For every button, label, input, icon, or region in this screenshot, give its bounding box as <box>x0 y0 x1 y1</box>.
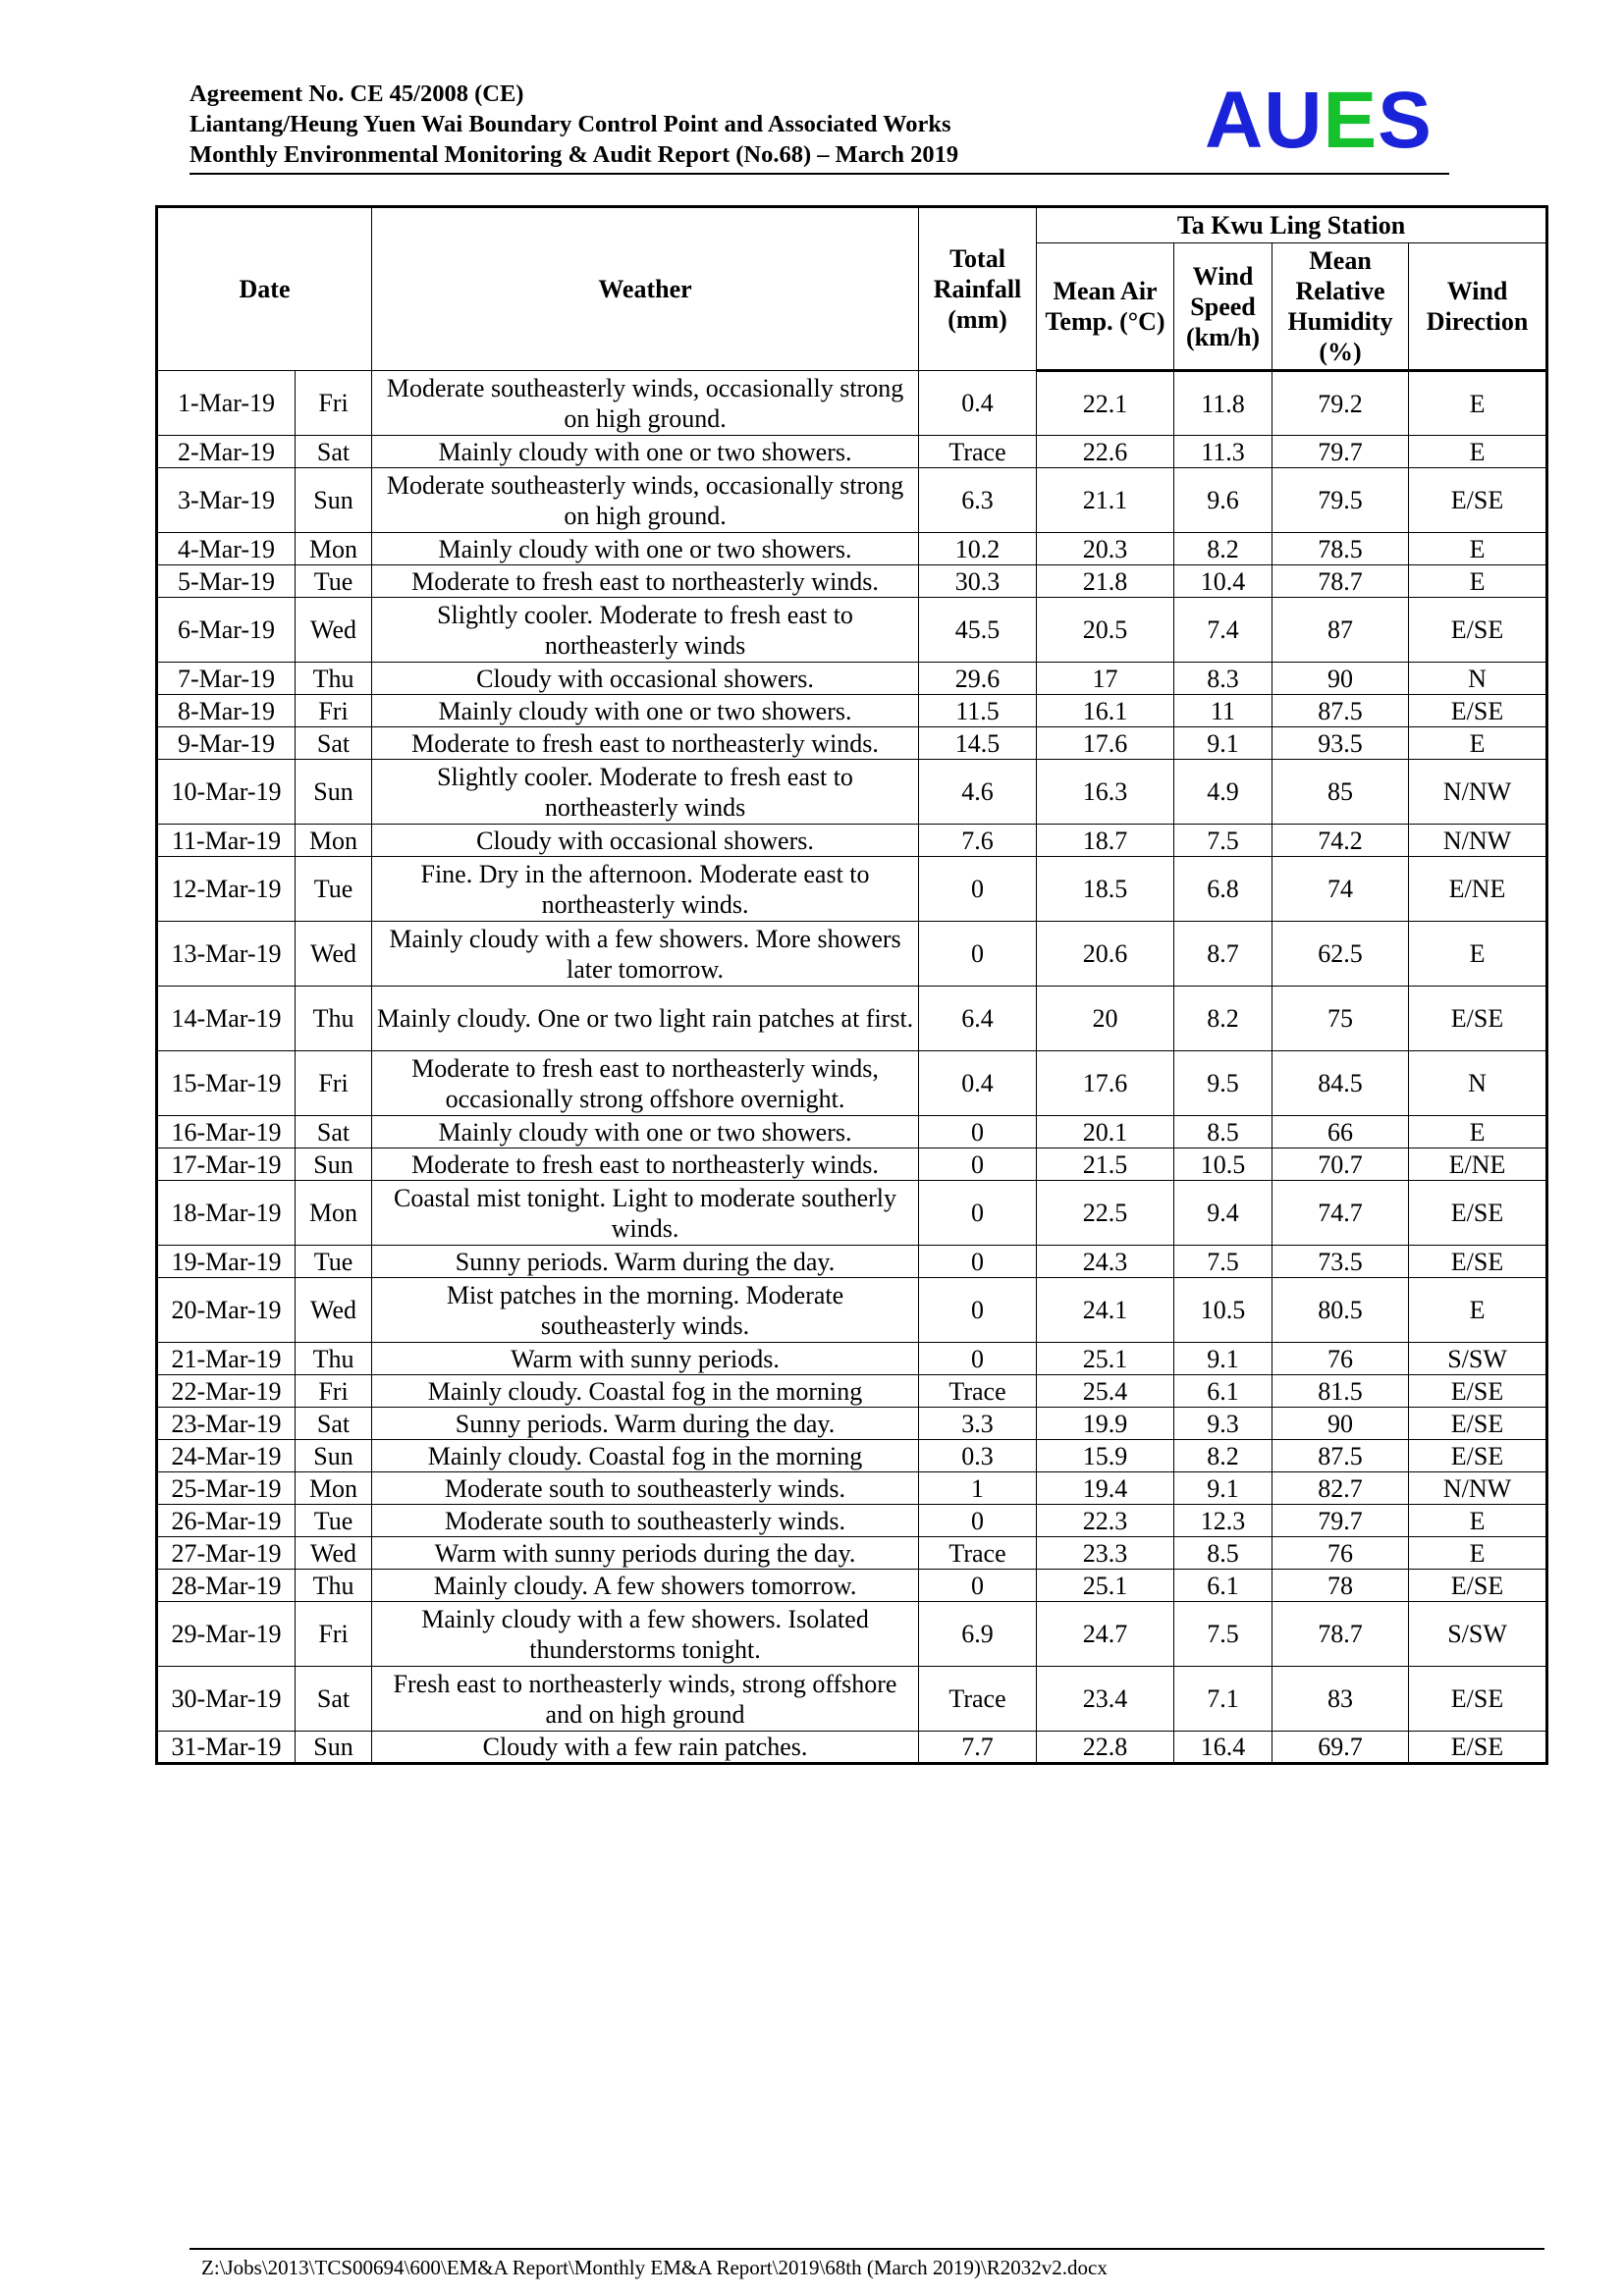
wind-direction-cell: E <box>1409 1116 1547 1148</box>
wind-direction-cell: E/SE <box>1409 1667 1547 1732</box>
day-cell: Wed <box>296 922 372 987</box>
day-cell: Fri <box>296 695 372 727</box>
day-cell: Thu <box>296 663 372 695</box>
rainfall-cell: 0 <box>919 1116 1037 1148</box>
table-row <box>157 760 1547 825</box>
date-cell: 2-Mar-19 <box>157 436 296 468</box>
wind-speed-cell: 11 <box>1174 695 1272 727</box>
weather-cell: Moderate to fresh east to northeasterly winds. <box>372 727 919 760</box>
date-cell: 20-Mar-19 <box>157 1278 296 1343</box>
humidity-cell: 79.5 <box>1272 468 1409 533</box>
humidity-cell: 85 <box>1272 760 1409 825</box>
humidity-cell: 84.5 <box>1272 1051 1409 1116</box>
wind-speed-cell: 6.8 <box>1174 857 1272 922</box>
weather-cell: Fresh east to northeasterly winds, strong offshore and on high ground <box>372 1667 919 1732</box>
temp-cell: 15.9 <box>1037 1440 1174 1472</box>
rainfall-cell: 10.2 <box>919 533 1037 565</box>
day-cell: Mon <box>296 825 372 857</box>
day-cell: Sun <box>296 1440 372 1472</box>
date-cell: 21-Mar-19 <box>157 1343 296 1375</box>
temp-cell: 24.7 <box>1037 1602 1174 1667</box>
humidity-cell: 82.7 <box>1272 1472 1409 1505</box>
weather-cell: Mainly cloudy. One or two light rain patches at first. <box>372 987 919 1051</box>
wind-direction-cell: E/NE <box>1409 857 1547 922</box>
table-row <box>157 1667 1547 1732</box>
table-row <box>157 565 1547 598</box>
temp-cell: 20.1 <box>1037 1116 1174 1148</box>
wind-speed-cell: 9.6 <box>1174 468 1272 533</box>
table-row <box>157 1602 1547 1667</box>
rainfall-cell: 0 <box>919 1278 1037 1343</box>
wind-direction-cell: E <box>1409 1278 1547 1343</box>
table-row <box>157 1148 1547 1181</box>
date-cell: 12-Mar-19 <box>157 857 296 922</box>
day-cell: Sun <box>296 760 372 825</box>
header-date: Date <box>157 207 372 371</box>
table-row <box>157 695 1547 727</box>
rainfall-cell: 14.5 <box>919 727 1037 760</box>
rainfall-cell: 0 <box>919 1181 1037 1246</box>
date-cell: 18-Mar-19 <box>157 1181 296 1246</box>
header-weather: Weather <box>372 207 919 371</box>
table-row <box>157 533 1547 565</box>
weather-cell: Mainly cloudy with one or two showers. <box>372 436 919 468</box>
weather-cell: Mainly cloudy. Coastal fog in the morning <box>372 1440 919 1472</box>
day-cell: Mon <box>296 1181 372 1246</box>
temp-cell: 21.8 <box>1037 565 1174 598</box>
date-cell: 31-Mar-19 <box>157 1732 296 1764</box>
wind-direction-cell: E/SE <box>1409 598 1547 663</box>
wind-direction-cell: N/NW <box>1409 825 1547 857</box>
wind-speed-cell: 9.4 <box>1174 1181 1272 1246</box>
wind-direction-cell: S/SW <box>1409 1602 1547 1667</box>
day-cell: Tue <box>296 857 372 922</box>
weather-cell: Cloudy with a few rain patches. <box>372 1732 919 1764</box>
wind-direction-cell: E <box>1409 436 1547 468</box>
temp-cell: 24.1 <box>1037 1278 1174 1343</box>
temp-cell: 17 <box>1037 663 1174 695</box>
weather-cell: Moderate south to southeasterly winds. <box>372 1505 919 1537</box>
rainfall-cell: 0.4 <box>919 1051 1037 1116</box>
table-row <box>157 1116 1547 1148</box>
date-cell: 5-Mar-19 <box>157 565 296 598</box>
day-cell: Sat <box>296 1408 372 1440</box>
table-row <box>157 1440 1547 1472</box>
day-cell: Wed <box>296 1278 372 1343</box>
header-divider <box>189 173 1449 175</box>
humidity-cell: 80.5 <box>1272 1278 1409 1343</box>
wind-direction-cell: E/SE <box>1409 1246 1547 1278</box>
table-row <box>157 857 1547 922</box>
day-cell: Fri <box>296 1051 372 1116</box>
aues-logo: AUES <box>1205 76 1433 165</box>
wind-speed-cell: 9.5 <box>1174 1051 1272 1116</box>
weather-cell: Sunny periods. Warm during the day. <box>372 1246 919 1278</box>
day-cell: Sat <box>296 436 372 468</box>
day-cell: Sat <box>296 1116 372 1148</box>
wind-speed-cell: 7.4 <box>1174 598 1272 663</box>
wind-direction-cell: E/NE <box>1409 1148 1547 1181</box>
header-wind-speed: Wind Speed (km/h) <box>1174 243 1272 371</box>
temp-cell: 18.7 <box>1037 825 1174 857</box>
date-cell: 17-Mar-19 <box>157 1148 296 1181</box>
temp-cell: 23.4 <box>1037 1667 1174 1732</box>
humidity-cell: 75 <box>1272 987 1409 1051</box>
date-cell: 24-Mar-19 <box>157 1440 296 1472</box>
wind-speed-cell: 10.5 <box>1174 1148 1272 1181</box>
wind-speed-cell: 9.1 <box>1174 1343 1272 1375</box>
header-station: Ta Kwu Ling Station <box>1037 207 1547 243</box>
rainfall-cell: Trace <box>919 1375 1037 1408</box>
table-row <box>157 468 1547 533</box>
date-cell: 27-Mar-19 <box>157 1537 296 1570</box>
temp-cell: 18.5 <box>1037 857 1174 922</box>
temp-cell: 25.1 <box>1037 1570 1174 1602</box>
humidity-cell: 74.7 <box>1272 1181 1409 1246</box>
header-temp: Mean Air Temp. (°C) <box>1037 243 1174 371</box>
agreement-number: Agreement No. CE 45/2008 (CE) <box>189 80 524 107</box>
rainfall-cell: 29.6 <box>919 663 1037 695</box>
humidity-cell: 93.5 <box>1272 727 1409 760</box>
rainfall-cell: 0 <box>919 1343 1037 1375</box>
wind-speed-cell: 11.8 <box>1174 371 1272 436</box>
temp-cell: 17.6 <box>1037 727 1174 760</box>
table-row <box>157 1505 1547 1537</box>
table-row <box>157 1570 1547 1602</box>
rainfall-cell: Trace <box>919 436 1037 468</box>
wind-speed-cell: 12.3 <box>1174 1505 1272 1537</box>
wind-direction-cell: E/SE <box>1409 1408 1547 1440</box>
wind-direction-cell: N <box>1409 1051 1547 1116</box>
header-humidity: Mean Relative Humidity (%) <box>1272 243 1409 371</box>
date-cell: 30-Mar-19 <box>157 1667 296 1732</box>
weather-cell: Moderate south to southeasterly winds. <box>372 1472 919 1505</box>
rainfall-cell: 0 <box>919 922 1037 987</box>
wind-speed-cell: 8.3 <box>1174 663 1272 695</box>
weather-cell: Warm with sunny periods. <box>372 1343 919 1375</box>
humidity-cell: 78.7 <box>1272 1602 1409 1667</box>
weather-cell: Moderate southeasterly winds, occasionally strong on high ground. <box>372 371 919 436</box>
wind-direction-cell: N/NW <box>1409 1472 1547 1505</box>
rainfall-cell: 45.5 <box>919 598 1037 663</box>
day-cell: Fri <box>296 1375 372 1408</box>
day-cell: Sun <box>296 1732 372 1764</box>
wind-speed-cell: 7.5 <box>1174 1246 1272 1278</box>
day-cell: Fri <box>296 371 372 436</box>
rainfall-cell: 1 <box>919 1472 1037 1505</box>
humidity-cell: 81.5 <box>1272 1375 1409 1408</box>
wind-speed-cell: 9.3 <box>1174 1408 1272 1440</box>
temp-cell: 22.5 <box>1037 1181 1174 1246</box>
wind-speed-cell: 7.5 <box>1174 825 1272 857</box>
weather-cell: Mainly cloudy with one or two showers. <box>372 533 919 565</box>
temp-cell: 16.1 <box>1037 695 1174 727</box>
weather-cell: Warm with sunny periods during the day. <box>372 1537 919 1570</box>
weather-cell: Moderate to fresh east to northeasterly winds, occasionally strong offshore overnight. <box>372 1051 919 1116</box>
table-row <box>157 987 1547 1051</box>
day-cell: Mon <box>296 533 372 565</box>
table-row <box>157 825 1547 857</box>
temp-cell: 21.1 <box>1037 468 1174 533</box>
weather-cell: Coastal mist tonight. Light to moderate southerly winds. <box>372 1181 919 1246</box>
rainfall-cell: 7.6 <box>919 825 1037 857</box>
wind-direction-cell: S/SW <box>1409 1343 1547 1375</box>
day-cell: Tue <box>296 1246 372 1278</box>
date-cell: 26-Mar-19 <box>157 1505 296 1537</box>
date-cell: 6-Mar-19 <box>157 598 296 663</box>
weather-cell: Mainly cloudy. A few showers tomorrow. <box>372 1570 919 1602</box>
temp-cell: 20.6 <box>1037 922 1174 987</box>
day-cell: Thu <box>296 987 372 1051</box>
rainfall-cell: Trace <box>919 1537 1037 1570</box>
footer-divider <box>189 2248 1544 2250</box>
rainfall-cell: 0 <box>919 857 1037 922</box>
rainfall-cell: 6.9 <box>919 1602 1037 1667</box>
temp-cell: 21.5 <box>1037 1148 1174 1181</box>
date-cell: 13-Mar-19 <box>157 922 296 987</box>
weather-cell: Moderate to fresh east to northeasterly winds. <box>372 1148 919 1181</box>
weather-cell: Slightly cooler. Moderate to fresh east to northeasterly winds <box>372 598 919 663</box>
date-cell: 8-Mar-19 <box>157 695 296 727</box>
humidity-cell: 79.2 <box>1272 371 1409 436</box>
day-cell: Mon <box>296 1472 372 1505</box>
weather-table-body <box>157 371 1547 1764</box>
table-row <box>157 1181 1547 1246</box>
rainfall-cell: 3.3 <box>919 1408 1037 1440</box>
wind-direction-cell: E/SE <box>1409 468 1547 533</box>
humidity-cell: 83 <box>1272 1667 1409 1732</box>
wind-speed-cell: 8.5 <box>1174 1537 1272 1570</box>
date-cell: 9-Mar-19 <box>157 727 296 760</box>
humidity-cell: 66 <box>1272 1116 1409 1148</box>
wind-speed-cell: 6.1 <box>1174 1375 1272 1408</box>
rainfall-cell: 11.5 <box>919 695 1037 727</box>
rainfall-cell: 0.3 <box>919 1440 1037 1472</box>
rainfall-cell: 30.3 <box>919 565 1037 598</box>
humidity-cell: 87.5 <box>1272 1440 1409 1472</box>
rainfall-cell: 6.3 <box>919 468 1037 533</box>
project-title: Liantang/Heung Yuen Wai Boundary Control Point and Associated Works <box>189 111 951 137</box>
date-cell: 22-Mar-19 <box>157 1375 296 1408</box>
temp-cell: 20 <box>1037 987 1174 1051</box>
wind-speed-cell: 6.1 <box>1174 1570 1272 1602</box>
rainfall-cell: 4.6 <box>919 760 1037 825</box>
temp-cell: 24.3 <box>1037 1246 1174 1278</box>
wind-direction-cell: N <box>1409 663 1547 695</box>
wind-speed-cell: 7.1 <box>1174 1667 1272 1732</box>
date-cell: 11-Mar-19 <box>157 825 296 857</box>
wind-speed-cell: 8.2 <box>1174 533 1272 565</box>
wind-speed-cell: 10.5 <box>1174 1278 1272 1343</box>
table-row <box>157 436 1547 468</box>
date-cell: 25-Mar-19 <box>157 1472 296 1505</box>
date-cell: 1-Mar-19 <box>157 371 296 436</box>
wind-speed-cell: 8.2 <box>1174 1440 1272 1472</box>
file-path: Z:\Jobs\2013\TCS00694\600\EM&A Report\Monthly EM&A Report\2019\68th (March 2019)\R2032v2.docx <box>201 2256 1108 2279</box>
humidity-cell: 87.5 <box>1272 695 1409 727</box>
day-cell: Tue <box>296 565 372 598</box>
weather-cell: Mist patches in the morning. Moderate southeasterly winds. <box>372 1278 919 1343</box>
wind-speed-cell: 16.4 <box>1174 1732 1272 1764</box>
wind-direction-cell: E <box>1409 727 1547 760</box>
day-cell: Tue <box>296 1505 372 1537</box>
weather-cell: Mainly cloudy with one or two showers. <box>372 695 919 727</box>
temp-cell: 22.3 <box>1037 1505 1174 1537</box>
humidity-cell: 73.5 <box>1272 1246 1409 1278</box>
weather-cell: Moderate southeasterly winds, occasionally strong on high ground. <box>372 468 919 533</box>
rainfall-cell: Trace <box>919 1667 1037 1732</box>
wind-direction-cell: E/SE <box>1409 1181 1547 1246</box>
date-cell: 14-Mar-19 <box>157 987 296 1051</box>
day-cell: Fri <box>296 1602 372 1667</box>
temp-cell: 20.3 <box>1037 533 1174 565</box>
humidity-cell: 70.7 <box>1272 1148 1409 1181</box>
humidity-cell: 90 <box>1272 1408 1409 1440</box>
humidity-cell: 74.2 <box>1272 825 1409 857</box>
rainfall-cell: 0 <box>919 1505 1037 1537</box>
humidity-cell: 74 <box>1272 857 1409 922</box>
humidity-cell: 87 <box>1272 598 1409 663</box>
weather-cell: Cloudy with occasional showers. <box>372 825 919 857</box>
temp-cell: 23.3 <box>1037 1537 1174 1570</box>
day-cell: Sat <box>296 727 372 760</box>
temp-cell: 25.1 <box>1037 1343 1174 1375</box>
humidity-cell: 76 <box>1272 1537 1409 1570</box>
table-row <box>157 727 1547 760</box>
table-row <box>157 1472 1547 1505</box>
humidity-cell: 69.7 <box>1272 1732 1409 1764</box>
table-row <box>157 1537 1547 1570</box>
table-row <box>157 1408 1547 1440</box>
humidity-cell: 62.5 <box>1272 922 1409 987</box>
weather-cell: Mainly cloudy with a few showers. More showers later tomorrow. <box>372 922 919 987</box>
rainfall-cell: 0 <box>919 1246 1037 1278</box>
temp-cell: 22.1 <box>1037 371 1174 436</box>
wind-direction-cell: E <box>1409 533 1547 565</box>
table-row <box>157 922 1547 987</box>
temp-cell: 22.8 <box>1037 1732 1174 1764</box>
humidity-cell: 79.7 <box>1272 436 1409 468</box>
date-cell: 23-Mar-19 <box>157 1408 296 1440</box>
wind-speed-cell: 8.5 <box>1174 1116 1272 1148</box>
temp-cell: 19.9 <box>1037 1408 1174 1440</box>
day-cell: Thu <box>296 1343 372 1375</box>
wind-direction-cell: E/SE <box>1409 1732 1547 1764</box>
wind-direction-cell: E <box>1409 371 1547 436</box>
humidity-cell: 78 <box>1272 1570 1409 1602</box>
date-cell: 3-Mar-19 <box>157 468 296 533</box>
day-cell: Thu <box>296 1570 372 1602</box>
humidity-cell: 78.7 <box>1272 565 1409 598</box>
wind-speed-cell: 8.2 <box>1174 987 1272 1051</box>
wind-speed-cell: 11.3 <box>1174 436 1272 468</box>
wind-speed-cell: 7.5 <box>1174 1602 1272 1667</box>
humidity-cell: 78.5 <box>1272 533 1409 565</box>
temp-cell: 17.6 <box>1037 1051 1174 1116</box>
table-row <box>157 371 1547 436</box>
temp-cell: 22.6 <box>1037 436 1174 468</box>
header-wind-direction: Wind Direction <box>1409 243 1547 371</box>
report-title: Monthly Environmental Monitoring & Audit Report (No.68) – March 2019 <box>189 141 959 168</box>
weather-cell: Sunny periods. Warm during the day. <box>372 1408 919 1440</box>
rainfall-cell: 6.4 <box>919 987 1037 1051</box>
humidity-cell: 76 <box>1272 1343 1409 1375</box>
weather-cell: Mainly cloudy with one or two showers. <box>372 1116 919 1148</box>
wind-direction-cell: E/SE <box>1409 1375 1547 1408</box>
weather-cell: Cloudy with occasional showers. <box>372 663 919 695</box>
day-cell: Wed <box>296 598 372 663</box>
wind-direction-cell: E <box>1409 1505 1547 1537</box>
date-cell: 4-Mar-19 <box>157 533 296 565</box>
date-cell: 16-Mar-19 <box>157 1116 296 1148</box>
wind-direction-cell: E/SE <box>1409 695 1547 727</box>
weather-cell: Mainly cloudy. Coastal fog in the morning <box>372 1375 919 1408</box>
wind-direction-cell: E/SE <box>1409 1440 1547 1472</box>
wind-speed-cell: 10.4 <box>1174 565 1272 598</box>
rainfall-cell: 0.4 <box>919 371 1037 436</box>
wind-direction-cell: E/SE <box>1409 1570 1547 1602</box>
wind-direction-cell: N/NW <box>1409 760 1547 825</box>
wind-direction-cell: E <box>1409 922 1547 987</box>
rainfall-cell: 0 <box>919 1148 1037 1181</box>
rainfall-cell: 7.7 <box>919 1732 1037 1764</box>
date-cell: 7-Mar-19 <box>157 663 296 695</box>
day-cell: Sat <box>296 1667 372 1732</box>
date-cell: 29-Mar-19 <box>157 1602 296 1667</box>
table-row <box>157 598 1547 663</box>
table-row <box>157 1051 1547 1116</box>
humidity-cell: 79.7 <box>1272 1505 1409 1537</box>
day-cell: Sun <box>296 468 372 533</box>
wind-speed-cell: 9.1 <box>1174 727 1272 760</box>
temp-cell: 20.5 <box>1037 598 1174 663</box>
weather-cell: Slightly cooler. Moderate to fresh east to northeasterly winds <box>372 760 919 825</box>
table-row <box>157 663 1547 695</box>
temp-cell: 16.3 <box>1037 760 1174 825</box>
date-cell: 28-Mar-19 <box>157 1570 296 1602</box>
weather-cell: Mainly cloudy with a few showers. Isolated thunderstorms tonight. <box>372 1602 919 1667</box>
weather-cell: Fine. Dry in the afternoon. Moderate east to northeasterly winds. <box>372 857 919 922</box>
temp-cell: 19.4 <box>1037 1472 1174 1505</box>
date-cell: 10-Mar-19 <box>157 760 296 825</box>
day-cell: Sun <box>296 1148 372 1181</box>
wind-direction-cell: E <box>1409 1537 1547 1570</box>
wind-speed-cell: 4.9 <box>1174 760 1272 825</box>
weather-table <box>155 205 1548 1765</box>
wind-direction-cell: E <box>1409 565 1547 598</box>
wind-speed-cell: 8.7 <box>1174 922 1272 987</box>
table-row <box>157 1343 1547 1375</box>
rainfall-cell: 0 <box>919 1570 1037 1602</box>
table-row <box>157 1375 1547 1408</box>
wind-direction-cell: E/SE <box>1409 987 1547 1051</box>
date-cell: 15-Mar-19 <box>157 1051 296 1116</box>
weather-cell: Moderate to fresh east to northeasterly winds. <box>372 565 919 598</box>
table-row <box>157 1732 1547 1764</box>
wind-speed-cell: 9.1 <box>1174 1472 1272 1505</box>
table-row <box>157 1246 1547 1278</box>
humidity-cell: 90 <box>1272 663 1409 695</box>
day-cell: Wed <box>296 1537 372 1570</box>
header-rainfall: Total Rainfall (mm) <box>919 207 1037 371</box>
table-row <box>157 1278 1547 1343</box>
date-cell: 19-Mar-19 <box>157 1246 296 1278</box>
temp-cell: 25.4 <box>1037 1375 1174 1408</box>
